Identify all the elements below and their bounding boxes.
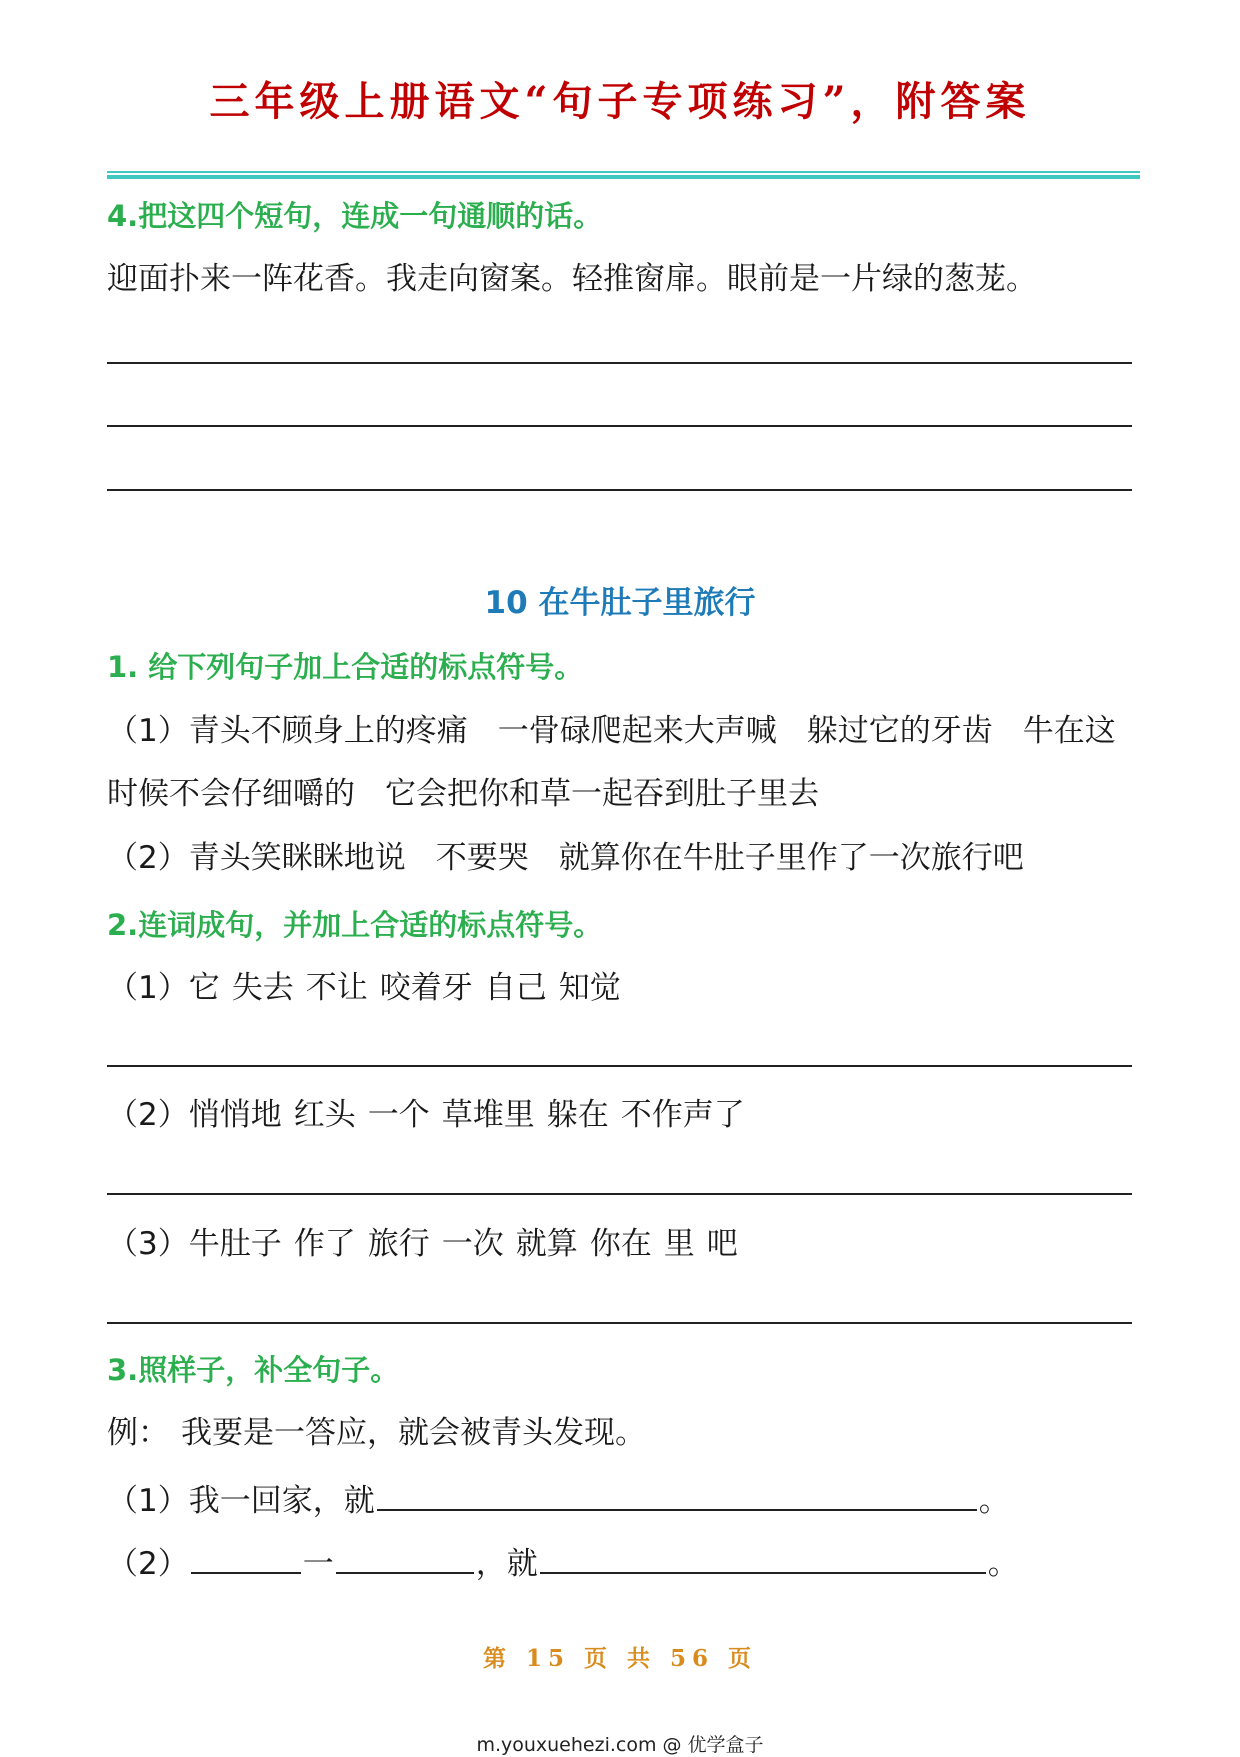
word-chip: 悄悄地	[188, 1097, 282, 1133]
q2-item2-answer-line[interactable]	[107, 1193, 1132, 1195]
q2-item1-number: （1）	[107, 970, 189, 1006]
q3-example	[107, 1415, 646, 1451]
q1-item2-seg2: 不要哭	[435, 840, 529, 876]
q2-item2	[107, 1097, 745, 1133]
word-chip: 咬着牙	[379, 970, 473, 1006]
word-chip: 躲在	[546, 1097, 609, 1133]
word-chip: 就算	[515, 1226, 578, 1262]
q3-item1-number: （1）	[107, 1483, 189, 1519]
q1-item2	[107, 840, 1024, 876]
q2-item2-number: （2）	[107, 1097, 189, 1133]
q2-item3-answer-line[interactable]	[107, 1322, 1132, 1324]
q3-item2-blank-3[interactable]	[540, 1546, 986, 1574]
q1-item1-seg2: 一骨碌爬起来大声喊	[497, 713, 777, 749]
q1-item2-seg3: 就算你在牛肚子里作了一次旅行吧	[558, 840, 1024, 876]
q1-item2-seg1: 青头笑眯眯地说	[188, 840, 406, 876]
title-divider-thick	[107, 175, 1140, 179]
word-chip: 失去	[231, 970, 294, 1006]
q4-text: 迎面扑来一阵花香。我走向窗案。轻推窗扉。眼前是一片绿的葱茏。	[107, 261, 1037, 297]
q1-item1-seg4: 牛在这	[1022, 713, 1116, 749]
q3-item1-blank[interactable]	[377, 1483, 977, 1511]
q1-item1-seg1: 青头不顾身上的疼痛	[188, 713, 468, 749]
q3-item2-end: 。	[987, 1546, 1019, 1582]
word-chip: 旅行	[367, 1226, 430, 1262]
q3-item2-number: （2）	[107, 1546, 189, 1582]
q3-example-text: 我要是一答应，就会被青头发现。	[181, 1415, 646, 1451]
q1-item1-seg5: 时候不会仔细嚼的	[107, 776, 355, 812]
q1-item1-seg3: 躲过它的牙齿	[806, 713, 993, 749]
q1-item1-line2	[107, 776, 819, 812]
q4-answer-line-1[interactable]	[107, 362, 1132, 364]
q2-item3	[107, 1226, 738, 1262]
q4-heading: 4.把这四个短句，连成一句通顺的话。	[107, 199, 603, 233]
q2-item3-number: （3）	[107, 1226, 189, 1262]
q1-heading: 1. 给下列句子加上合适的标点符号。	[107, 650, 584, 684]
q3-item1	[107, 1483, 1010, 1517]
site-credit: m.youxuehezi.com @ 优学盒子	[476, 1734, 764, 1756]
word-chip: 一次	[441, 1226, 504, 1262]
q2-item1-answer-line[interactable]	[107, 1065, 1132, 1067]
word-chip: 里	[663, 1226, 695, 1262]
word-chip: 它	[188, 970, 220, 1006]
section-title: 10 在牛肚子里旅行	[484, 585, 756, 621]
word-chip: 一个	[367, 1097, 430, 1133]
q3-item2-blank-2[interactable]	[336, 1546, 474, 1574]
q3-item2-mid: 一	[302, 1546, 334, 1582]
word-chip: 牛肚子	[188, 1226, 282, 1262]
q3-item1-text: 我一回家，就	[188, 1483, 375, 1519]
word-chip: 红头	[293, 1097, 356, 1133]
q2-heading: 2.连词成句，并加上合适的标点符号。	[107, 908, 603, 942]
word-chip: 你在	[589, 1226, 652, 1262]
word-chip: 草堆里	[441, 1097, 535, 1133]
q4-answer-line-2[interactable]	[107, 425, 1132, 427]
word-chip: 吧	[706, 1226, 738, 1262]
q3-item2	[107, 1546, 1019, 1580]
word-chip: 作了	[293, 1226, 356, 1262]
q4-answer-line-3[interactable]	[107, 489, 1132, 491]
word-chip: 知觉	[558, 970, 621, 1006]
word-chip: 不让	[305, 970, 368, 1006]
q1-item1-line1	[107, 713, 1116, 749]
q3-item2-blank-1[interactable]	[191, 1546, 301, 1574]
q2-item1	[107, 970, 621, 1006]
q3-item1-end: 。	[978, 1483, 1010, 1519]
q3-example-label: 例：	[107, 1415, 169, 1451]
page-number: 第 15 页 共 56 页	[482, 1645, 758, 1672]
word-chip: 不作声了	[620, 1097, 745, 1133]
q1-item2-number: （2）	[107, 840, 189, 876]
q1-item1-number: （1）	[107, 713, 189, 749]
q1-item1-seg6: 它会把你和草一起吞到肚子里去	[385, 776, 819, 812]
page-title: 三年级上册语文“句子专项练习”，附答案	[209, 78, 1031, 125]
q3-item2-jiu: ，就	[475, 1546, 538, 1582]
word-chip: 自己	[484, 970, 547, 1006]
title-divider-thin	[107, 171, 1140, 173]
q3-heading: 3.照样子，补全句子。	[107, 1353, 400, 1387]
